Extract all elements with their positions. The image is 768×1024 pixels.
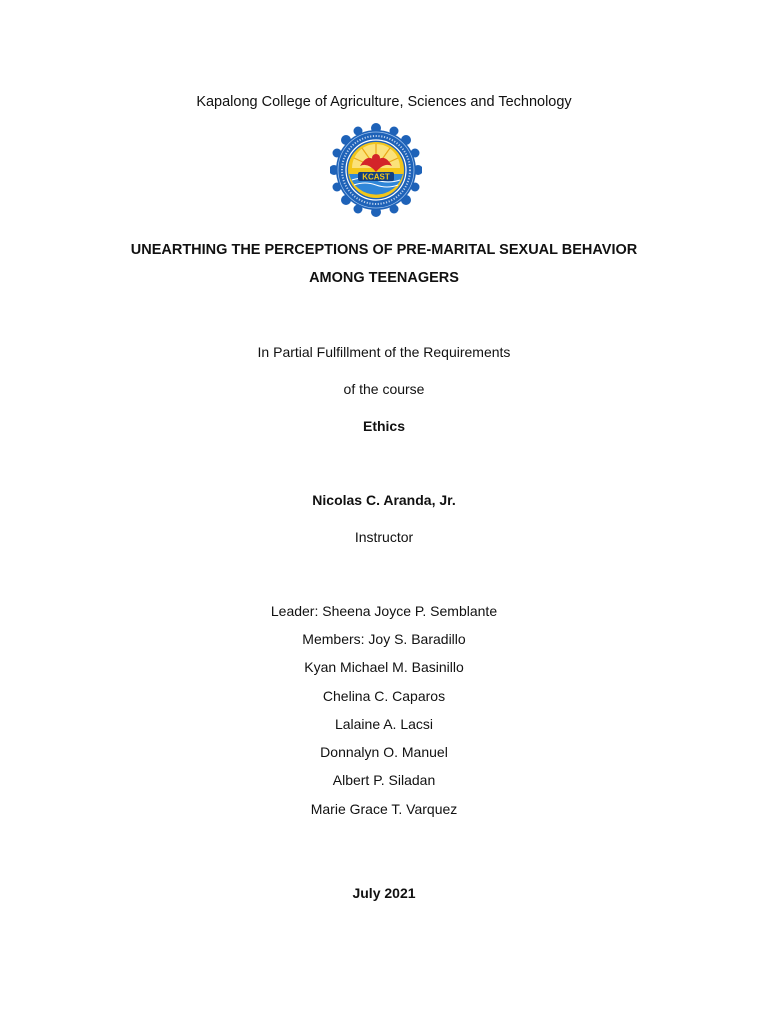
course-name: Ethics (362, 418, 405, 434)
group-member: Kyan Michael M. Basinillo (304, 659, 464, 675)
title-line-1: UNEARTHING THE PERCEPTIONS OF PRE-MARITAL SEXUAL BEHAVIOR (130, 242, 638, 258)
group-member: Albert P. Siladan (332, 772, 436, 788)
submission-date: July 2021 (352, 885, 416, 901)
fulfillment-line-1: In Partial Fulfillment of the Requirements (257, 344, 511, 360)
institution-name: Kapalong College of Agriculture, Sciences and Technology (196, 94, 572, 110)
title-line-2: AMONG TEENAGERS (309, 270, 459, 286)
group-member-first: Members: Joy S. Baradillo (302, 631, 466, 647)
group-member: Donnalyn O. Manuel (320, 744, 448, 760)
group-leader: Leader: Sheena Joyce P. Semblante (270, 603, 498, 619)
instructor-name: Nicolas C. Aranda, Jr. (312, 492, 456, 508)
seal-acronym: KCAST (362, 172, 390, 182)
group-member: Lalaine A. Lacsi (334, 716, 434, 732)
group-member: Marie Grace T. Varquez (310, 801, 458, 817)
college-seal-logo (330, 122, 422, 218)
fulfillment-line-2: of the course (343, 381, 425, 397)
seal-graphic (330, 122, 422, 218)
group-member: Chelina C. Caparos (322, 688, 446, 704)
instructor-role: Instructor (354, 529, 414, 545)
